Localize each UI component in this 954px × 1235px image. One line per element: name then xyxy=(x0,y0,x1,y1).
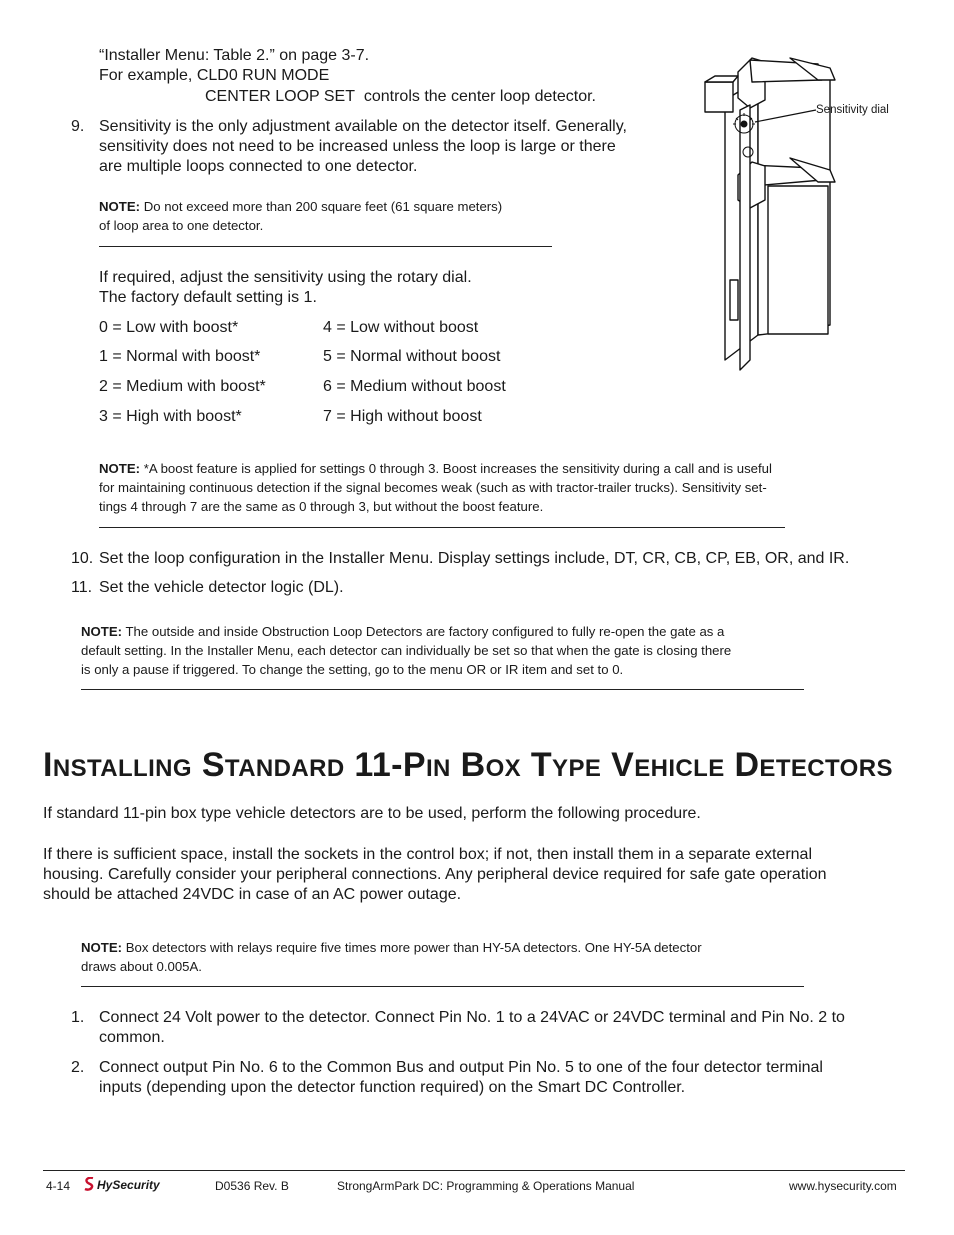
note-2-line-3: tings 4 through 7 are the same as 0 through 3, but without the boost feature. xyxy=(99,499,544,514)
setting-5: 5 = Normal without boost xyxy=(323,348,501,365)
note-3-line-1: The outside and inside Obstruction Loop Detectors are factory configured to fully re-open the gate as a xyxy=(125,624,725,639)
intro-code: CENTER LOOP SET xyxy=(205,88,355,105)
note-2 xyxy=(99,459,772,516)
section-para-1: If standard 11-pin box type vehicle detectors are to be used, perform the following procedure. xyxy=(43,805,701,822)
footer-rule xyxy=(43,1170,905,1171)
step-11-text: Set the vehicle detector logic (DL). xyxy=(99,579,344,596)
note-2-rule xyxy=(99,527,785,528)
note-3-line-2: default setting. In the Installer Menu, each detector can individually be set so that when the gate is closing there xyxy=(81,643,732,658)
hysecurity-logo-icon xyxy=(84,1177,97,1191)
setting-2: 2 = Medium with boost* xyxy=(99,378,266,395)
footer-page-number: 4-14 xyxy=(46,1179,71,1193)
setting-1: 1 = Normal with boost* xyxy=(99,348,261,365)
section-para-2-line-3: should be attached 24VDC in case of an AC power outage. xyxy=(43,886,462,903)
step-9-number: 9. xyxy=(71,118,85,135)
note-label: NOTE: xyxy=(99,461,141,476)
intro-line-3 xyxy=(205,87,596,107)
step-2-line-1: Connect output Pin No. 6 to the Common Bus and output Pin No. 5 to one of the four detector terminal xyxy=(99,1059,823,1076)
note-4-line-1: Box detectors with relays require five times more power than HY-5A detectors. One HY-5A detector xyxy=(125,940,702,955)
footer-url[interactable]: www.hysecurity.com xyxy=(789,1179,897,1193)
setting-0: 0 = Low with boost* xyxy=(99,319,239,336)
logo-wordmark: HySecurity xyxy=(97,1178,160,1192)
note-3-rule xyxy=(81,689,804,690)
hysecurity-logo xyxy=(84,1177,160,1193)
adjust-line-1: If required, adjust the sensitivity using the rotary dial. xyxy=(99,269,472,286)
step-9-line-2: sensitivity does not need to be increased unless the loop is large or there xyxy=(99,138,616,155)
step-1-line-2: common. xyxy=(99,1029,165,1046)
note-label: NOTE: xyxy=(81,624,123,639)
note-4-rule xyxy=(81,986,804,987)
adjust-line-2: The factory default setting is 1. xyxy=(99,289,317,306)
setting-3: 3 = High with boost* xyxy=(99,408,242,425)
setting-4: 4 = Low without boost xyxy=(323,319,479,336)
note-label: NOTE: xyxy=(99,199,141,214)
note-1-rule xyxy=(99,246,552,247)
note-label: NOTE: xyxy=(81,940,123,955)
step-11-number: 11. xyxy=(71,579,93,596)
section-para-2-line-2: housing. Carefully consider your peripheral connections. Any peripheral device required for safe gate operation xyxy=(43,866,827,883)
intro-rest: controls the center loop detector. xyxy=(363,88,596,105)
note-4 xyxy=(81,938,702,976)
footer-title: StrongArmPark DC: Programming & Operations Manual xyxy=(337,1179,635,1193)
note-1-line-1: Do not exceed more than 200 square feet (61 square meters) xyxy=(143,199,503,214)
footer-doc-rev: D0536 Rev. B xyxy=(215,1179,289,1193)
sensitivity-dial-callout: Sensitivity dial xyxy=(816,104,889,116)
note-3 xyxy=(81,622,731,679)
step-9-line-1: Sensitivity is the only adjustment available on the detector itself. Generally, xyxy=(99,118,627,135)
note-1 xyxy=(99,197,502,235)
note-2-line-2: for maintaining continuous detection if the signal becomes weak (such as with tractor-trailer trucks). Sensitivity set- xyxy=(99,480,767,495)
step-2-line-2: inputs (depending upon the detector function required) on the Smart DC Controller. xyxy=(99,1079,686,1096)
section-heading: Installing Standard 11-Pin Box Type Vehicle Detectors xyxy=(43,746,893,784)
note-2-line-1: *A boost feature is applied for settings 0 through 3. Boost increases the sensitivity during a call and is useful xyxy=(143,461,772,476)
intro-line-2: For example, CLD0 RUN MODE xyxy=(99,67,330,84)
step-9-line-3: are multiple loops connected to one detector. xyxy=(99,158,418,175)
note-1-line-2: of loop area to one detector. xyxy=(99,218,264,233)
step-1-line-1: Connect 24 Volt power to the detector. Connect Pin No. 1 to a 24VAC or 24VDC terminal and Pin No. 2 to xyxy=(99,1009,845,1026)
intro-line-1: “Installer Menu: Table 2.” on page 3-7. xyxy=(99,47,370,64)
vehicle-detector-illustration xyxy=(690,40,910,375)
step-10-number: 10. xyxy=(71,550,94,567)
note-4-line-2: draws about 0.005A. xyxy=(81,959,202,974)
step-2-number: 2. xyxy=(71,1059,85,1076)
note-3-line-3: is only a pause if triggered. To change the setting, go to the menu OR or IR item and set to 0. xyxy=(81,662,624,677)
setting-6: 6 = Medium without boost xyxy=(323,378,506,395)
setting-7: 7 = High without boost xyxy=(323,408,482,425)
step-10-text: Set the loop configuration in the Installer Menu. Display settings include, DT, CR, CB, CP, EB, OR, and IR. xyxy=(99,550,850,567)
section-para-2-line-1: If there is sufficient space, install the sockets in the control box; if not, then install them in a separate external xyxy=(43,846,813,863)
step-1-number: 1. xyxy=(71,1009,85,1026)
